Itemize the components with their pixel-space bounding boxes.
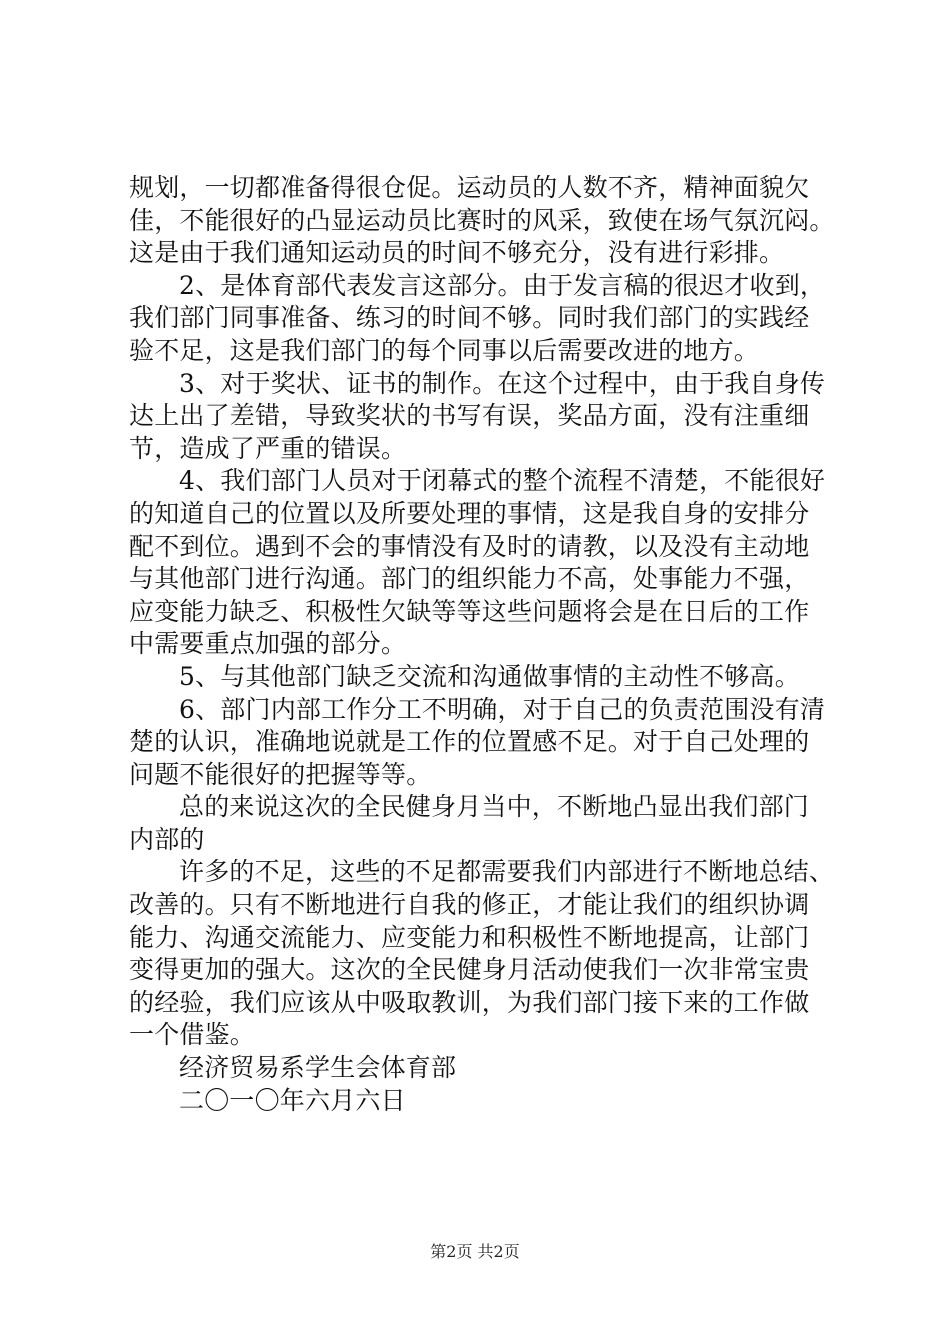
text-line: 内部的	[129, 824, 205, 854]
text-line: 能力、沟通交流能力、应变能力和积极性不断地提高，让部门	[129, 922, 810, 952]
text-line: 4、我们部门人员对于闭幕式的整个流程不清楚，不能很好	[179, 466, 826, 496]
signature-organization: 经济贸易系学生会体育部	[179, 1053, 457, 1083]
text-line: 问题不能很好的把握等等。	[129, 759, 432, 789]
text-line: 节，造成了严重的错误。	[129, 433, 407, 463]
text-line: 5、与其他部门缺乏交流和沟通做事情的主动性不够高。	[179, 661, 800, 691]
text-line: 应变能力缺乏、积极性欠缺等等这些问题将会是在日后的工作	[129, 596, 810, 626]
text-line: 楚的认识，准确地说就是工作的位置感不足。对于自己处理的	[129, 727, 810, 757]
text-line: 改善的。只有不断地进行自我的修正，才能让我们的组织协调	[129, 890, 810, 920]
text-line: 达上出了差错，导致奖状的书写有误，奖品方面，没有注重细	[129, 401, 810, 431]
text-line: 与其他部门进行沟通。部门的组织能力不高，处事能力不强，	[129, 564, 810, 594]
text-line: 总的来说这次的全民健身月当中，不断地凸显出我们部门	[179, 792, 810, 822]
text-line: 许多的不足，这些的不足都需要我们内部进行不断地总结、	[179, 857, 835, 887]
text-line: 配不到位。遇到不会的事情没有及时的请教，以及没有主动地	[129, 531, 810, 561]
text-line: 一个借鉴。	[129, 1020, 256, 1050]
text-line: 6、部门内部工作分工不明确，对于自己的负责范围没有清	[179, 694, 826, 724]
text-line: 3、对于奖状、证书的制作。在这个过程中，由于我自身传	[179, 368, 826, 398]
text-line: 佳，不能很好的凸显运动员比赛时的风采，致使在场气氛沉闷。	[129, 205, 835, 235]
text-line: 中需要重点加强的部分。	[129, 629, 407, 659]
text-line: 验不足，这是我们部门的每个同事以后需要改进的地方。	[129, 335, 760, 365]
page-footer: 第2页 共2页	[430, 1242, 520, 1261]
text-line: 这是由于我们通知运动员的时间不够充分，没有进行彩排。	[129, 238, 785, 268]
text-line: 变得更加的强大。这次的全民健身月活动使我们一次非常宝贵	[129, 955, 810, 985]
text-line: 的知道自己的位置以及所要处理的事情，这是我自身的安排分	[129, 498, 810, 528]
document-body	[129, 172, 849, 1117]
signature-date: 二〇一〇年六月六日	[179, 1085, 406, 1115]
text-line: 我们部门同事准备、练习的时间不够。同时我们部门的实践经	[129, 303, 810, 333]
text-line: 2、是体育部代表发言这部分。由于发言稿的很迟才收到，	[179, 270, 826, 300]
text-line: 规划，一切都准备得很仓促。运动员的人数不齐，精神面貌欠	[129, 173, 810, 202]
text-line: 的经验，我们应该从中吸取教训，为我们部门接下来的工作做	[129, 987, 810, 1017]
